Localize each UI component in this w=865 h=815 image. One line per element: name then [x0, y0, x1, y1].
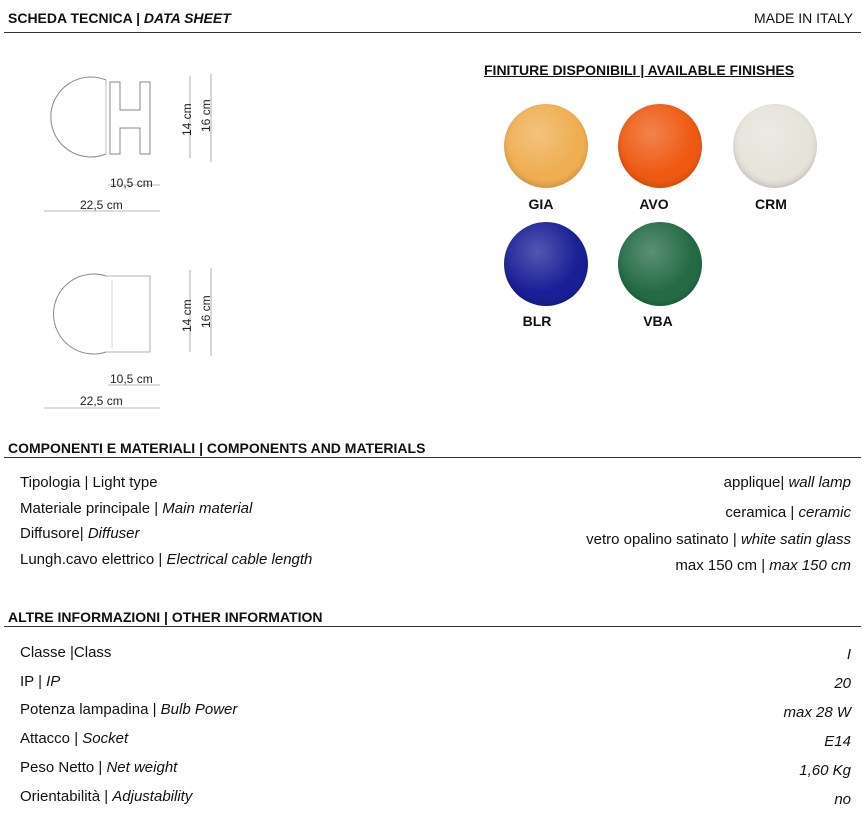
finish-swatch-gia [504, 104, 588, 188]
finish-swatch-crm [733, 104, 817, 188]
info-row-label: Attacco | Socket [20, 730, 129, 747]
finish-swatch-vba [618, 222, 702, 306]
header-divider [4, 32, 861, 33]
other-info-title: ALTRE INFORMAZIONI | OTHER INFORMATION [8, 609, 323, 625]
components-divider [4, 457, 861, 458]
finish-label-gia: GIA [528, 196, 554, 212]
finish-swatch-blr [504, 222, 588, 306]
info-row-label: IP | IP [20, 673, 61, 690]
component-row-label: Materiale principale | Main material [20, 500, 253, 517]
bottom-height-large: 16 cm [199, 295, 213, 328]
title-italian: SCHEDA TECNICA | [8, 10, 140, 26]
component-row-label: Tipologia | Light type [20, 474, 158, 491]
bottom-width-large: 22,5 cm [80, 394, 123, 408]
bottom-width-small: 10,5 cm [110, 372, 153, 386]
finish-label-crm: CRM [755, 196, 787, 212]
info-row-value: 20 [834, 675, 851, 692]
finishes-title: FINITURE DISPONIBILI | AVAILABLE FINISHES [484, 62, 795, 78]
info-row-label: Orientabilità | Adjustability [20, 788, 193, 805]
finish-label-avo: AVO [639, 196, 669, 212]
component-row-label: Diffusore| Diffuser [20, 525, 140, 542]
info-row-value: E14 [824, 733, 851, 750]
made-in-label: MADE IN ITALY [753, 10, 853, 26]
info-row-value: max 28 W [783, 704, 851, 721]
info-row-label: Peso Netto | Net weight [20, 759, 178, 776]
component-row-label: Lungh.cavo elettrico | Electrical cable length [20, 551, 313, 568]
finish-swatch-avo [618, 104, 702, 188]
top-height-small: 14 cm [180, 103, 194, 136]
info-row-value: I [846, 646, 851, 663]
other-info-divider [4, 626, 861, 627]
bottom-height-small: 14 cm [180, 299, 194, 332]
info-row-label: Potenza lampadina | Bulb Power [20, 701, 238, 718]
info-row-value: 1,60 Kg [799, 762, 851, 779]
component-row-value: vetro opalino satinato | white satin glass [586, 531, 851, 548]
finish-label-blr: BLR [522, 313, 552, 329]
info-row-value: no [834, 791, 851, 808]
components-title: COMPONENTI E MATERIALI | COMPONENTS AND MATERIALS [8, 440, 426, 456]
document-title [8, 10, 231, 26]
top-height-large: 16 cm [199, 99, 213, 132]
finish-label-vba: VBA [643, 313, 673, 329]
info-row-label: Classe |Class [20, 644, 112, 661]
top-width-large: 22,5 cm [80, 198, 123, 212]
component-row-value: max 150 cm | max 150 cm [675, 557, 851, 574]
top-width-small: 10,5 cm [110, 176, 153, 190]
component-row-value: applique| wall lamp [723, 474, 851, 491]
title-english: DATA SHEET [143, 10, 231, 26]
component-row-value: ceramica | ceramic [725, 504, 851, 521]
